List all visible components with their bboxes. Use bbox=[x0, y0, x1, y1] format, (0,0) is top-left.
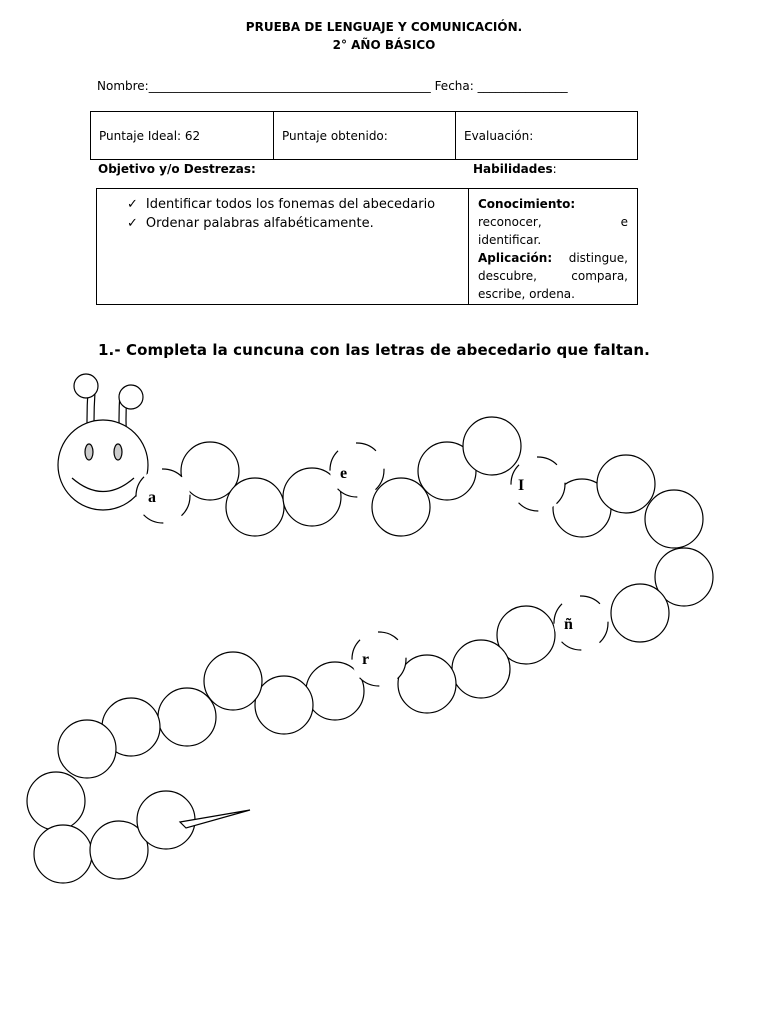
check-icon: ✓ bbox=[127, 216, 138, 231]
student-info-row bbox=[97, 79, 642, 93]
letter-a: a bbox=[148, 489, 156, 506]
antenna-ball bbox=[74, 374, 98, 398]
score-evaluation: Evaluación: bbox=[464, 129, 534, 143]
objective-item: ✓ Identificar todos los fonemas del abecedario bbox=[127, 197, 436, 212]
date-label: Fecha: bbox=[434, 79, 474, 93]
letter-n-tilde: ñ bbox=[564, 616, 573, 633]
knowledge-line-1: reconocer, e bbox=[478, 215, 628, 229]
knowledge-line-2: identificar. bbox=[478, 233, 542, 247]
skills-list bbox=[469, 189, 637, 304]
check-icon: ✓ bbox=[127, 197, 138, 212]
page-subtitle: 2° AÑO BÁSICO bbox=[332, 38, 436, 52]
letter-e: e bbox=[340, 465, 348, 482]
name-line[interactable]: _______________________________________________ bbox=[148, 79, 435, 93]
objectives-header: Objetivo y/o Destrezas: bbox=[98, 162, 256, 176]
letter-r: r bbox=[362, 651, 370, 668]
letter-segment bbox=[136, 469, 190, 523]
application-line-2: descubre, compara, bbox=[478, 269, 628, 283]
eye-icon bbox=[114, 444, 122, 460]
score-obtained: Puntaje obtenido: bbox=[274, 112, 456, 159]
name-label: Nombre: bbox=[97, 79, 149, 93]
letter-segment bbox=[330, 443, 384, 497]
letter-segment bbox=[554, 596, 608, 650]
letter-i: I bbox=[518, 477, 525, 494]
objectives-table bbox=[96, 188, 638, 305]
skills-header: Habilidades bbox=[473, 162, 553, 176]
caterpillar-head bbox=[58, 420, 148, 510]
objective-item: ✓ Ordenar palabras alfabéticamente. bbox=[127, 216, 374, 231]
caterpillar-drawing bbox=[0, 360, 768, 920]
antenna-ball bbox=[119, 385, 143, 409]
application-line-1: Aplicación: distingue, bbox=[478, 251, 628, 265]
knowledge-label: Conocimiento: bbox=[478, 197, 576, 211]
application-line-3: escribe, ordena. bbox=[478, 287, 575, 301]
score-table bbox=[90, 111, 638, 160]
skills-header-wrap: Habilidades: bbox=[473, 162, 557, 176]
exercise-question: 1.- Completa la cuncuna con las letras de abecedario que faltan. bbox=[98, 341, 650, 359]
letter-segment bbox=[352, 632, 406, 686]
date-line[interactable]: _______________ bbox=[473, 79, 568, 93]
objectives-list bbox=[97, 189, 469, 304]
eye-icon bbox=[85, 444, 93, 460]
page-title: PRUEBA DE LENGUAJE Y COMUNICACIÓN. bbox=[245, 20, 523, 34]
score-ideal: Puntaje Ideal: 62 bbox=[91, 112, 274, 159]
